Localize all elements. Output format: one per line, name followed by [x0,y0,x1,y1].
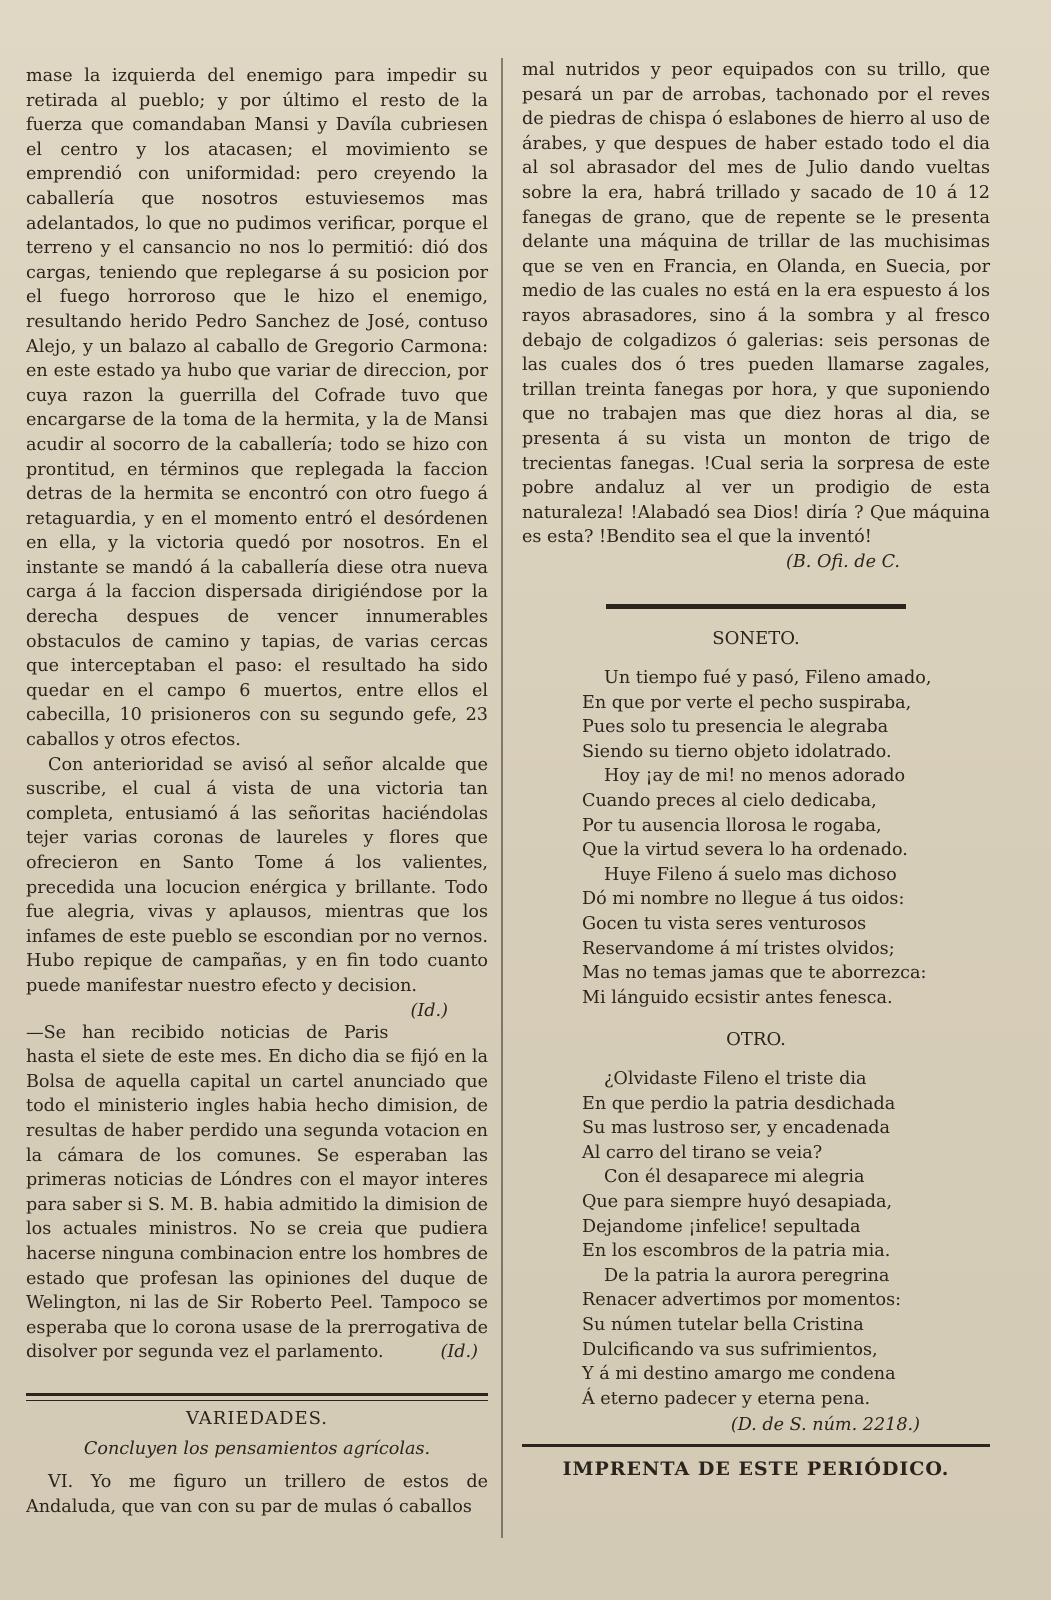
variedades-subtitle: Concluyen los pensamientos agrícolas. [83,1439,431,1460]
poem-line: Dulcificando va sus sufrimientos, [582,1339,878,1360]
report-paragraph-2-text: Con anterioridad se avisó al señor alcalde que suscribe, el cual á vista de una victoria tan completa, entusiamó á las señoritas haciéndolas tejer varias coronas de laureles y flores que ofrecieron en Santo Tome á los valientes, precedida una locucion enérgica y brillante. Todo fue alegria, vivas y aplausos, mientras que los infames de este pueblo se escondian por no vernos. Hubo repique de campañas, y en fin todo cuanto puede manifestar nuestro efecto y decision. [26,754,488,996]
right-column [522,58,990,1481]
continuation-paragraph: mal nutridos y peor equipados con su trillo, que pesará un par de arrobas, tachonado por el reves de piedras de chispa ó eslabones de hierro al uso de árabes, y que despues de haber estado todo el dia al sol abrasador del mes de Julio dando vueltas sobre la era, habrá trillado y sacado de 10 á 12 fanegas de grano, que de repente se le presenta delante una máquina de trillar de las muchisimas que se ven en Francia, en Olanda, en Suecia, por medio de las cuales no está en la era espuesto á los rayos abrasadores, sino á la sombra y al fresco debajo de colgadizos ó galerias: seis personas de las cuales dos ó tres pueden llamarse zagales, trillan treinta fanegas por hora, y que suponiendo que no trabajen mas que diez horas al dia, se presenta á su vista un monton de trigo de trecientas fanegas. !Cual seria la sorpresa de este pobre andaluz al ver un prodigio de esta naturaleza! !Alabadó sea Dios! diría ? Que máquina es esta? !Bendito sea el que la inventó! [522,60,990,548]
poem-line: Hoy ¡ay de mi! no menos adorado [604,766,906,787]
poem-line: Su mas lustroso ser, y encadenada [582,1118,891,1139]
soneto-title: SONETO. [712,628,800,650]
soneto-divider [606,604,906,609]
poem-line: Dó mi nombre no llegue á tus oidos: [582,889,905,910]
poem-line: Su númen tutelar bella Cristina [582,1314,864,1335]
poem-line: En que por verte el pecho suspiraba, [582,692,912,713]
poem-line: Gocen tu vista seres venturosos [582,914,867,934]
poem-line: De la patria la aurora peregrina [604,1265,890,1286]
poem-line: Reservandome á mí tristes olvidos; [582,938,895,959]
poem-line: Á eterno padecer y eterna pena. [582,1388,871,1409]
variedades-title: VARIEDADES. [186,1407,328,1429]
paris-signature: (Id.) [440,1342,478,1363]
paris-text: Se han recibido noticias de Paris hasta el siete de este mes. En dicho dia se fijó en la Bolsa de aquella capital un cartel anunciado que todo el ministerio ingles habia hecho dimision, de resultas de haber perdido una segunda votacion en la cámara de los comunes. Se esperaban las primeras noticias de Lóndres con el mayor interes para saber si S. M. B. habia admitido la dimision de los actuales ministros. No se creia que pudiera hacerse ninguna combinacion entre los hombres de estado que profesan las opiniones del duque de Welington, ni las de Sir Roberto Peel. Tampoco se esperaba que lo corona usase de la prerrogativa de disolver por segunda vez el parlamento. [26,1022,488,1363]
poem-line: ¿Olvidaste Fileno el triste dia [604,1068,867,1089]
poem-line: En que perdio la patria desdichada [582,1093,896,1114]
paris-paragraph [26,1021,488,1365]
otro-signature: (D. de S. núm. 2218.) [730,1415,920,1436]
poem-line: Al carro del tirano se veia? [582,1142,823,1163]
poem-line: Que para siempre huyó desapiada, [582,1191,893,1212]
poem-line: Por tu ausencia llorosa le rogaba, [582,815,882,836]
vi-label: VI. [48,1472,74,1493]
column-divider [501,58,503,1538]
paris-prefix: — [26,1022,44,1043]
poem-line: Con él desaparece mi alegria [604,1167,865,1188]
imprint: IMPRENTA DE ESTE PERIÓDICO. [562,1457,950,1480]
imprint-rule [522,1444,990,1447]
poem-line: Huye Fileno á suelo mas dichoso [604,864,897,885]
report-paragraph-2 [26,753,488,1021]
vi-text: Yo me figuro un trillero de estos de Andaluda, que van con su par de mulas ó caballos [26,1472,488,1517]
left-column [26,64,488,1519]
poem-line: En los escombros de la patria mia. [582,1241,891,1262]
poem-line: Un tiempo fué y pasó, Fileno amado, [604,668,932,689]
poem-line: Cuando preces al cielo dedicaba, [582,791,877,812]
otro-title: OTRO. [726,1029,786,1051]
poem-line: Renacer advertimos por momentos: [582,1290,902,1311]
soneto-poem [522,666,990,1010]
poem-line: Pues solo tu presencia le alegraba [582,717,889,738]
poem-line: Siendo su tierno objeto idolatrado. [582,741,892,762]
report-paragraph-1: mase la izquierda del enemigo para impedir su retirada al pueblo; y por último el resto de la fuerza que comandaban Mansi y Davíla cubriesen el centro y los atacasen; el movimiento se emprendió con uniformidad: pero creyendo la caballería que nosotros estuviesemos mas adelantados, lo que no pudimos verificar, porque el terreno y el cansancio no nos lo permitió: dió dos cargas, teniendo que replegarse á su posicion por el fuego horroroso que le hizo el enemigo, resultando herido Pedro Sanchez de José, contuso Alejo, y un balazo al caballo de Gregorio Carmona: en este estado ya hubo que variar de direccion, por cuya razon la guerrilla del Cofrade tuvo que encargarse de la toma de la hermita, y la de Mansi acudir al socorro de la caballería; todo se hizo con prontitud, en términos que replegada la faccion detras de la hermita se encontró con otro fuego á retaguardia, y en el momento entró el desórdenen en ella, y la victoria quedó por nosotros. En el instante se mandó á la caballería diese otra nueva carga á la faccion dispersada dirigiéndose por la derecha despues de vencer innumerables obstaculos de camino y tapias, de varias cercas que interceptaban el paso: el resultado ha sido quedar en el campo 6 muertos, entre ellos el cabecilla, 10 prisioneros con su segundo gefe, 23 caballos y otros efectos. [26,66,488,751]
otro-poem [522,1067,990,1411]
section-divider [26,1393,488,1401]
poem-line: Mas no temas jamas que te aborrezca: [582,963,927,984]
report-signature: (Id.) [410,1000,448,1021]
poem-line: Mi lánguido ecsistir antes fenesca. [582,987,893,1008]
poem-line: Que la virtud severa lo ha ordenado. [582,840,908,861]
continuation-signature: (B. Ofi. de C. [785,551,900,572]
poem-line: Y á mi destino amargo me condena [582,1364,896,1385]
vi-paragraph [26,1470,488,1519]
poem-line: Dejandome ¡infelice! sepultada [582,1216,861,1237]
